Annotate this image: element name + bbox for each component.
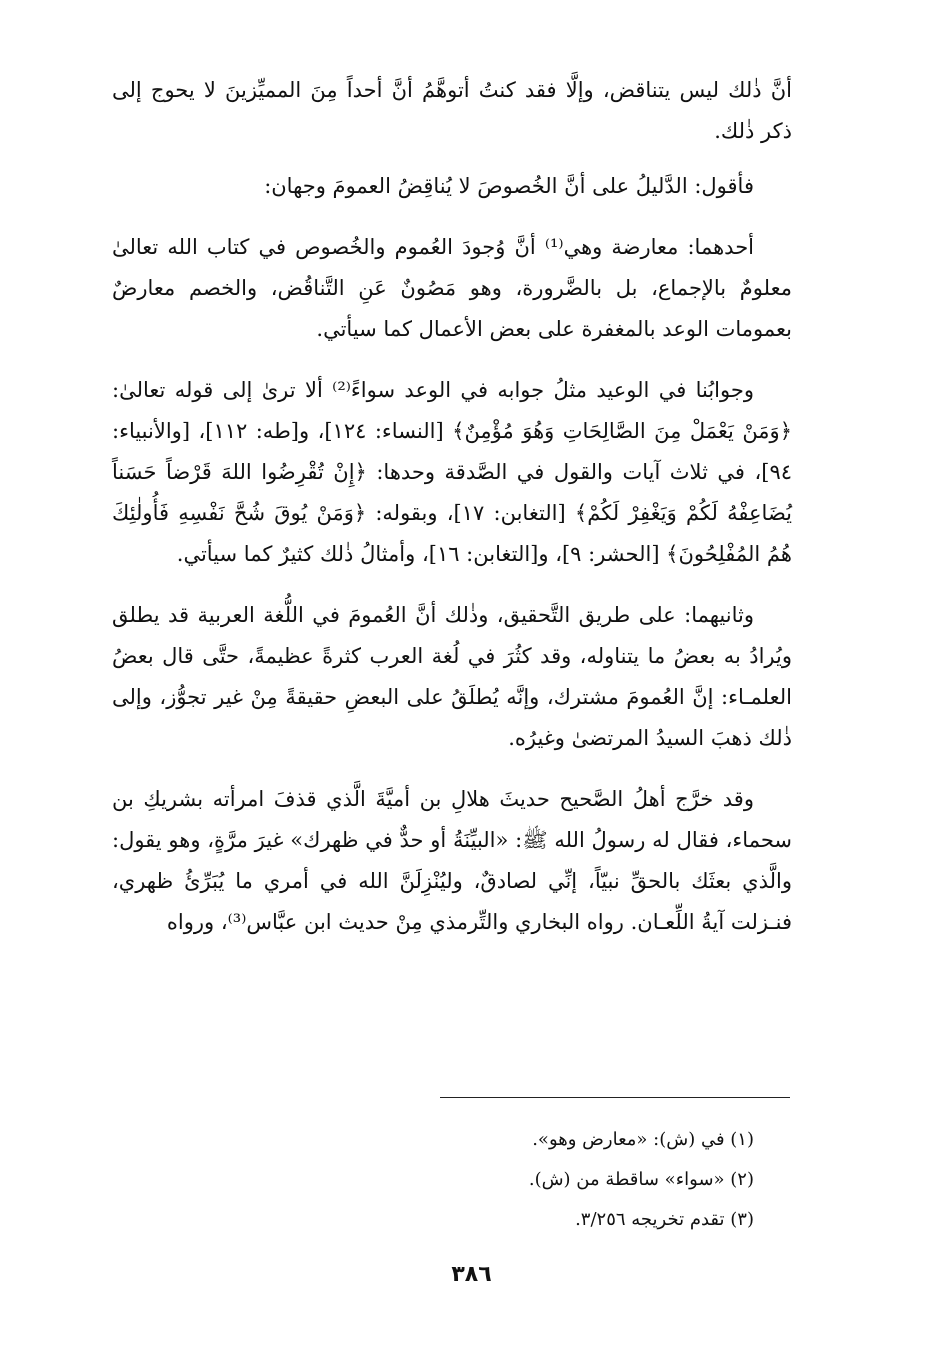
page-number: ٣٨٦: [451, 1262, 492, 1287]
page-body: [112, 70, 792, 943]
footnote-2: (٢) «سواء» ساقطة من (ش).: [528, 1169, 754, 1190]
footnotes: [112, 1120, 754, 1240]
paragraph-1: أنَّ ذٰلك ليس يتناقض، وإلَّا فقد كنتُ أتوهَّمُ أنَّ أحداً مِنَ المميِّزينَ لا يحوج إلى ذكر ذٰلك.: [112, 78, 792, 143]
paragraph-3: أحدهما: معارضة وهي⁽¹⁾ أنَّ وُجودَ العُموم والخُصوص في كتاب الله تعالىٰ معلومٌ بالإجماع، بل بالضَّرورة، وهو مَصُونٌ عَنِ التَّناقُض، والخصم معارضٌ بعمومات الوعد بالمغفرة على بعض الأعمال كما سيأتي.: [112, 235, 792, 341]
footnote-separator: [440, 1097, 790, 1098]
footnote-3: (٣) تقدم تخريجه ٣/٢٥٦.: [575, 1209, 754, 1230]
paragraph-5: وثانيهما: على طريق التَّحقيق، وذٰلك أنَّ العُمومَ في اللُّغة العربية قد يطلق ويُرادُ به بعضُ ما يتناوله، وقد كثُرَ في لُغة العرب كثرةً عظيمةً، حتَّى قال بعضُ العلمـاء: إنَّ العُمومَ مشترك، وإنَّه يُطلَقُ على البعضِ حقيقةً مِنْ غير تجوُّز، وإلى ذٰلك ذهبَ السيدُ المرتضىٰ وغيرُه.: [112, 603, 792, 750]
paragraph-2: فأقول: الدَّليلُ على أنَّ الخُصوصَ لا يُناقِضُ العمومَ وجهان:: [264, 174, 754, 198]
paragraph-4: وجوابُنا في الوعيد مثلُ جوابه في الوعد سواءً⁽²⁾ ألا ترىٰ إلى قوله تعالىٰ: ﴿وَمَنْ يَعْمَلْ مِنَ الصَّالِحَاتِ وَهُوَ مُؤْمِنٌ﴾ [النساء: ١٢٤]، و[طه: ١١٢]، [والأنبياء: ٩٤]، في ثلاث آيات والقول في الصَّدقة وحدها: ﴿إِنْ تُقْرِضُوا اللهَ قَرْضاً حَسَناً يُضَاعِفْهُ لَكُمْ وَيَغْفِرْ لَكُمْ﴾ [التغابن: ١٧]، وبقوله: ﴿وَمَنْ يُوقَ شُحَّ نَفْسِهِ فَأُولٰئِكَ هُمُ المُفْلِحُونَ﴾ [الحشر: ٩]، و[التغابن: ١٦]، وأمثالُ ذٰلك كثيرٌ كما سيأتي.: [112, 378, 792, 566]
footnote-1: (١) في (ش): «معارض وهو».: [532, 1129, 754, 1150]
paragraph-6: وقد خرَّج أهلُ الصَّحيح حديثَ هلالِ بن أميَّةَ الَّذي قذفَ امرأته بشريكِ بن سحماء، فقال له رسولُ الله ﷺ: «البيِّنَةُ أو حدٌّ في ظهرك» غيرَ مرَّةٍ، وهو يقول: والَّذي بعثَك بالحقِّ نبيّاً، إنِّي لصادقٌ، وليُنْزِلَنَّ الله في أمري ما يُبَرِّئُ ظهري، فنـزلت آيةُ اللِّعـان. رواه البخاري والتِّرمذي مِنْ حديث ابن عبَّاس⁽³⁾، ورواه: [112, 787, 792, 934]
